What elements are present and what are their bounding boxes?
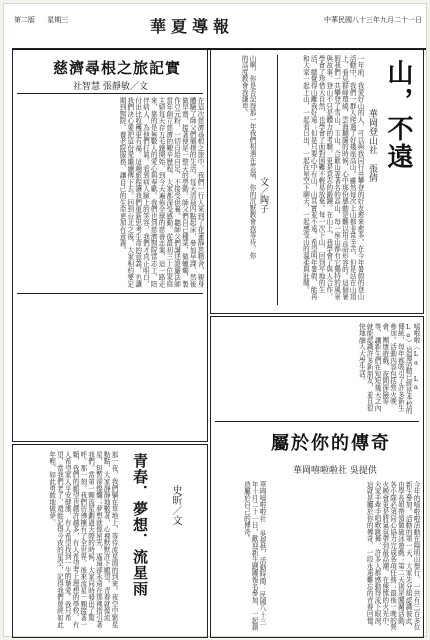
legend-article — [210, 316, 424, 638]
poem-byline: 文／陶子 — [258, 177, 268, 213]
poem-body: 山啊，你是否記得那一年我們相遇在雲端，你的沉默教會我等待，你的高度教會我謙卑。 — [240, 55, 256, 259]
weekday-label: 星期三 — [47, 16, 69, 24]
youth-author: 史昕／文 — [170, 485, 181, 525]
charity-youth-divider — [17, 293, 203, 294]
mountain-author: 華岡登山社 張倩 — [367, 109, 377, 182]
legend-title: 屬於你的傳奇 — [271, 433, 391, 454]
charity-body: 在這次慈濟尋根之旅中，我們一行人來到了花蓮靜思精舍，親身體驗了師父們簡樸的生活。每天清晨四點起床，參加早課，然後做早齋，接著便是一整天的勞動。師父們自己種菜、做蠟燭、製作豆元粉，一切自給自足，不接受供養。聽師父們講述證嚴法師當年創立慈濟的艱辛歷程，大家都深受感動。從最初三十位家庭主婦每天存五毛錢開始，到今天遍佈全球的慈善志業，這一路走來，靠的是無數人的愛心與奉獻。我們也到慈濟醫院當志工，陪伴病人，為他們打氣。看到病人臉上的笑容，我們才真正明白，付出比收穫更有福。這趟旅程讓我們重新思考生命的意義，也讓我們決心要把這份愛繼續傳下去。回到台北之後，大家相約要定期到醫院、養老院服務，讓自己的生命更加有意義。 — [118, 97, 204, 288]
youth-title: 青春．夢想．流星雨 — [131, 453, 149, 597]
newspaper-page — [4, 4, 426, 636]
newspaper-title: 華夏導報 — [150, 17, 235, 36]
youth-article — [12, 444, 208, 638]
legend-intro: 嘻啦啦（La La La）這個活動已經是本校的傳統，每年都吸引了許多新生參加。活動內容包括營火晚會、團康遊戲、夜間探險等等，讓新生們在短短幾天之內就能認識許多新朋友，並且很快地融入大學生活。 — [357, 323, 420, 415]
charity-title-rule — [17, 93, 203, 94]
charity-article — [12, 48, 208, 442]
legend-note: 華岡嘻啦啦社 吳提供，活動時間：民國八十三年十月二十一日，歡迎新生踴躍報名參加，一起創造屬於自己的傳奇。 — [242, 481, 266, 631]
publication-date: 中華民國八十三年九月二十一日 — [324, 16, 422, 24]
legend-subtitle: 華岡嘻啦啦社 吳提供 — [293, 466, 377, 476]
mountain-article — [210, 48, 424, 314]
mountain-title: 山，不遠 — [383, 59, 413, 171]
edition-label: 第二版 — [14, 16, 35, 24]
mountain-poem-divider — [277, 55, 278, 305]
mountain-body: 一年前，我愛好山的人，可以與我同行共攀登的好友愈來愈多。在今年暑假的登山活動中，我們一群人爬過了好幾座高山。雖然每次上山都非常辛苦，但是站在山頂上，看見群峰環繞，雲海翻騰的時候，心中那份感動是難以用言語形容的。這個暑假我們一共攀登了雪山、玉山、合歡山等著名的高山，每一座山都有它獨特的風景與故事。登山不只是體力的考驗，更是意志的鍛鍊。在山上，我學會了與人合作，學會了珍惜大自然，也學會了面對困難不輕易放棄。每一次下山，回到平地的生活，總覺得山離我好遠；但是只要心中有山，山其實並不遠。希望明年暑假，能再和大家一起上山，一起看日出，一起在星空下聊天，一起感受山的溫柔與壯闊。 — [301, 55, 364, 300]
masthead-left — [14, 16, 78, 25]
charity-title: 慈濟尋根之旅記實 — [53, 59, 182, 77]
masthead — [12, 12, 426, 50]
youth-body: 那一夜，我們躺在草地上，等待流星雨的到來。夜空中繁星點點，大家靜靜地數著，心裡默默許下願望。青春就像流星，短暫卻燦爛；夢想就像星光，遙遠卻永遠在那裡指引著我們。當第一顆流星劃過天際的時候，大家同時發出了驚呼，那一刻，我們彷彿擁有了全世界。後來流星一顆接著一顆，我們的願望也越許越多，有人希望考上理想的學校，有人希望家人平安健康，有人希望找到一生的摯愛。我只希望，當我們老了，還能記得今夜的星空，記得我們曾經如此年輕，如此勇敢地做夢。 — [47, 451, 118, 628]
legend-body: 今年的嘻啦啦活動在陽明山舉行，一共有三百多位新生參加。活動的第一天，大家先分組認識彼此，由學長姐帶領做破冰遊戲；第二天則是闖關活動，各小隊必須同心協力完成各項任務；最後一晚的營火晚會更是將氣氛帶到最高潮。在熊熊的火光中，大家手牽手唱歌跳舞，許多人都感動得流下眼淚。這就是屬於你的傳奇，一段永遠難忘的青春回憶。 — [365, 481, 420, 631]
legend-intro-rule — [215, 421, 419, 422]
charity-byline: 社智慧 張靜敏／文 — [73, 82, 148, 92]
